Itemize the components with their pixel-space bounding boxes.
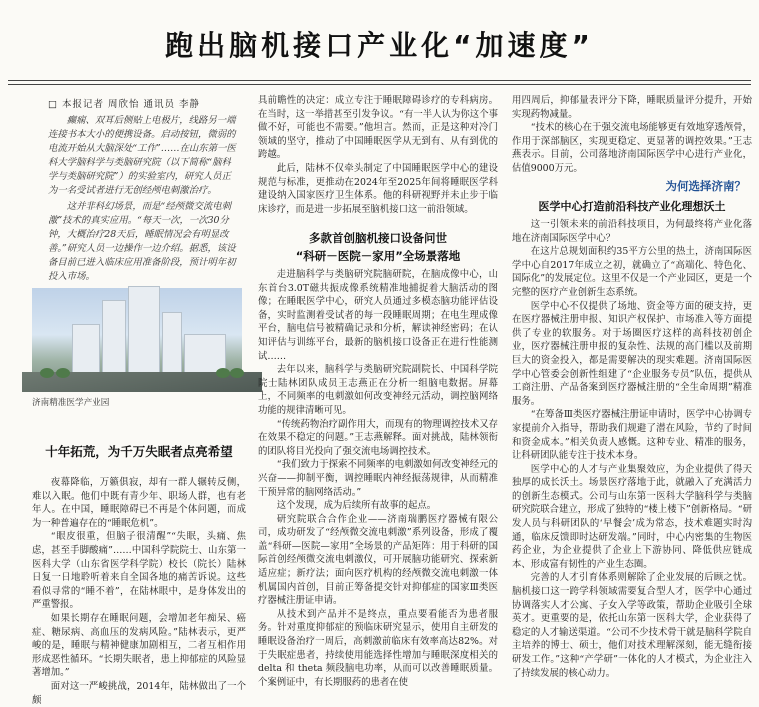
building-shape: [102, 300, 126, 374]
top-rule-thin: [8, 84, 751, 85]
column-3-top: [512, 94, 752, 174]
col2-heading-1: 多款首创脑机接口设备问世: [309, 231, 447, 245]
headline: 跑出脑机接口产业化“加速度”: [165, 29, 594, 62]
col2-heading-2: “科研－医院－家用”全场景落地: [295, 249, 461, 263]
lead-paragraph: 癫痫、双耳后侧贴上电极片，线路另一端连接书本大小的便携设备。启动按钮，微弱的电流开始从大脑深处“工作”……在山东第一医科大学脑科学与类脑研究院（以下简称“脑科学与类脑研究院”）的实验室内，研究人员正为一名受试者进行无创经颅电刺激治疗。: [48, 115, 236, 196]
tree-shape: [56, 368, 70, 378]
body-paragraph: “我们致力于探索不同频率的电刺激如何改变神经元的兴奋——抑制平衡，调控睡眠内神经振荡规律，从而精准干预异常的脑网络活动。”: [258, 459, 498, 498]
body-paragraph: 完善的人才引育体系则解除了企业发展的后顾之忧。脑机接口这一跨学科领域需要复合型人才，医学中心通过协调落实人才公寓、子女入学等政策，帮助企业吸引全球英才。更重要的是，依托山东第一医科大学，企业获得了稳定的人才输送渠道。“公司不少技术骨干就是脑科学院自主培养的博士、硕士，他们对技术理解深刻，能无缝衔接研发工作。”这种“产学研”一体化的人才模式，为企业注入了持续发展的核心动力。: [512, 572, 752, 679]
body-paragraph: 具前瞻性的决定：成立专注于睡眠障碍诊疗的专科病房。在当时，这一举措甚至引发争议。“有一半人认为你这个事做不好，可能也不需要。”他坦言。然而，正是这种对冷门领域的坚守，推动了中国睡眠医学从无到有、从有到优的跨越。: [258, 95, 498, 161]
column-3-body: [512, 218, 752, 679]
photo-medical-park: [32, 288, 242, 392]
body-paragraph: 这个发现，成为后续所有故事的起点。: [276, 500, 437, 512]
lead-paragraphs: [48, 114, 240, 284]
body-paragraph: 去年以来，脑科学与类脑研究院副院长、中国科学院院士陆林团队成员王志燕正在分析一组脑电数据。屏幕上，不同频率的电刺激如何改变神经元活动，调控脑网络功能的规律清晰可见。: [258, 364, 498, 416]
column-1-body: [32, 476, 246, 706]
body-paragraph: 此后，陆林不仅牵头制定了中国睡眠医学中心的建设规范与标准，更推动在2024年至2025年间将睡眠医学科建设纳入国家医疗卫生体系。他的科研视野并未止步于临床诊疗，而是进一步拓展至脑机接口这一前沿领域。: [258, 162, 498, 215]
body-paragraph: “在筹备Ⅲ类医疗器械注册证申请时，医学中心协调专家提前介入指导，帮助我们规避了潜在风险，节约了时间和资金成本。”相关负责人感慨。这种专业、精准的服务，让科研团队能专注于技术本身。: [512, 409, 752, 462]
column-2-top: [258, 94, 498, 224]
col3-heading-1: 为何选择济南？: [665, 179, 746, 193]
body-paragraph: 如果长期存在睡眠问题，会增加老年痴呆、癌症、糖尿病、高血压的发病风险。”陆林表示，更严峻的是，睡眠与精神健康加剧相互，二者互相作用形成恶性循环。“长期失眠者，患上抑郁症的风险显著增加。”: [32, 612, 246, 679]
body-paragraph: “传统药物治疗副作用大，而现有的物理调控技术又存在效果不稳定的问题。”王志燕解释。面对挑战，陆林领衔的团队将目光投向了强交流电场调控技术。: [258, 418, 498, 457]
tree-shape: [216, 368, 230, 378]
body-paragraph: 医学中心不仅提供了场地、资金等方面的硬支持，更在医疗器械注册申报、知识产权保护、市场准入等方面提供了专业的软服务。对于场圈医疗这样的高科技初创企业，医疗器械注册申报的复杂性、法规的高门槛以及前期巨大的资金投入，都是需要解决的现实难题。济南国际医学中心管委会创新性组建了“企业服务专员”队伍，提供从工商注册、产品备案到医疗器械注册的“全生命周期”精准服务。: [512, 300, 752, 407]
body-paragraph: 医学中心的人才与产业集聚效应，为企业提供了得天独厚的成长沃土。场景医疗落地于此，就融入了充满活力的创新生态模式。公司与山东第一医科大学脑科学与类脑研究院联合建立，形成了独特的“楼上楼下”创新格局。“研发人员与科研团队的‘早餐会’成为常态，技术难题实时沟通，临床反馈即时达研发端。”同时，中心内密集的生物医药企业，为企业提供了企业上下游协同、降低供应链成本、形成富有韧性的产业生态圈。: [512, 463, 752, 570]
tree-shape: [40, 368, 54, 378]
body-paragraph: “技术的核心在于强交流电场能够更有效地穿透颅骨，作用于深部脑区，实现更稳定、更显著的调控效果。”王志燕表示。目前，公司落地济南国际医学中心进行产业化，估值9000万元。: [512, 122, 752, 174]
tree-shape: [230, 368, 244, 378]
body-paragraph: 这一引领未来的前沿科技项目，为何最终将产业化落地在济南国际医学中心？: [512, 219, 752, 244]
body-paragraph: 用四周后，抑郁量表评分下降，睡眠质量评分提升，开始实现药物减量。: [512, 95, 752, 120]
body-paragraph: 从技术到产品并不是终点，重点要看能否为患者服务。针对重度抑郁症的预临床研究显示，使用自主研发的睡眠设备治疗一周后，高刺激前临床有效率高达82%。对于失眠症患者，持续使用能选择性增加与睡眠深度相关的delta 和 theta 频段脑电功率，从而可以改善睡眠质量。个案例证中，有长期服药的患者在使: [258, 608, 498, 688]
building-shape: [162, 312, 182, 374]
building-shape: [72, 324, 100, 374]
column-2-body: [258, 268, 498, 688]
lead-paragraph: 这并非科幻场景，而是“经颅微交流电刺激”技术的真实应用。“每天一次，一次30分钟，大概治疗28天后，睡眠情况会有明显改善。”研究人员一边操作一边介绍。据悉，该设备目前已进入临床应用准备阶段，预计明年初投入市场。: [48, 201, 236, 282]
photo-caption: 济南精准医学产业园: [32, 398, 110, 408]
body-paragraph: 面对这一严峻挑战，2014年，陆林做出了一个颇: [32, 680, 246, 706]
byline: □ 本报记者 周欣怡 通讯员 李静: [48, 99, 201, 110]
body-paragraph: 研究院联合合作企业——济南瑞鹏医疗器械有限公司，成功研发了“经颅微交流电刺激”系列设备，形成了覆盖“科研—医院—家用”全场景的产品矩阵：用于科研的国际首创经颅微交流电刺激仪，可开展脑功能研究、探索新适应症；新疗法；面向医疗机构的经颅微交流电刺激一体机属国内首创，目前正筹备提交针对抑郁症的国家Ⅲ类医疗器械注册证申请。: [258, 513, 498, 607]
body-paragraph: “眼皮很重，但脑子很清醒”“失眠，头痛、焦虑，甚至手脚酸痛”……中国科学院院士、山东第一医科大学（山东省医学科学院）校长（院长）陆林日复一日地聆听着来自全国各地的痛苦诉说。这些看似寻常的“睡不着”，在陆林眼中，是身体发出的严重警报。: [32, 531, 246, 611]
body-paragraph: 夜幕降临，万籁俱寂，却有一群人辗转反侧，难以入眠。他们中既有青少年、职场人群，也有老年人。在中国，睡眠障碍已不再是个体问题，而成为一种普遍存在的“睡眠危机”。: [32, 477, 246, 529]
building-shape: [128, 286, 160, 374]
top-rule: [8, 80, 751, 81]
col1-heading: 十年拓荒，为千万失眠者点亮希望: [45, 444, 233, 459]
body-paragraph: 走进脑科学与类脑研究院脑研院，在脑成像中心，山东首台3.0T磁共振成像系统精准地捕捉着大脑活动的图像；在睡眠医学中心，研究人员通过多模态脑功能评估设备，实时监测着受试者的每一段睡眠周期；在电生理成像平台，脑电信号被精确记录和分析，解读神经密码；在认知评估与训练平台，最新的脑机接口设备正在进行性能测试……: [258, 269, 498, 362]
body-paragraph: 在这片总规划面积约35平方公里的热土，济南国际医学中心自2017年成立之初，就确立了“高端化、特色化、国际化”的发展定位。这里不仅是一个产业园区，更是一个完整的医疗产业创新生态系统。: [512, 246, 752, 298]
col3-heading-2: 医学中心打造前沿科技产业化理想沃土: [538, 200, 726, 213]
